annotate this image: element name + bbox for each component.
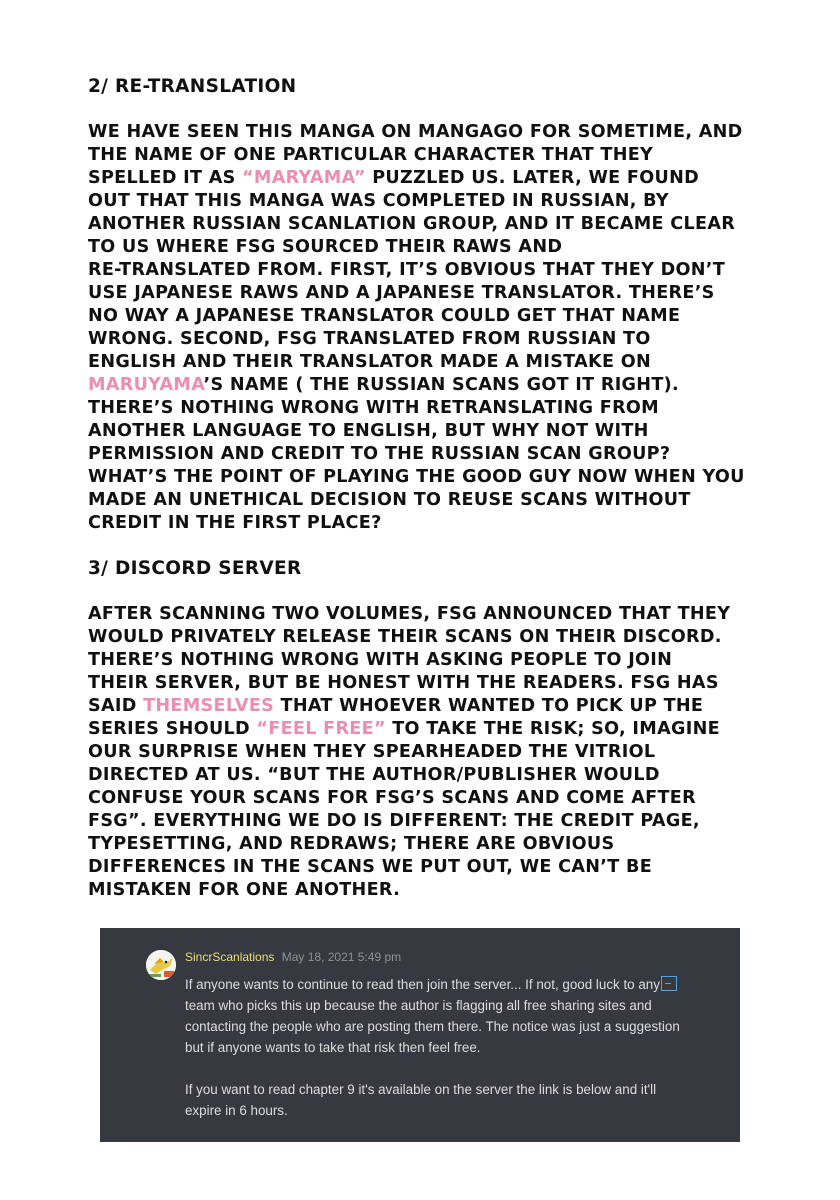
text-segment: ENGLISH AND THEIR TRANSLATOR MADE A MISTAKE ON <box>88 352 651 372</box>
message-line <box>185 1016 720 1037</box>
text-line <box>88 443 768 466</box>
message-line <box>185 1100 720 1121</box>
text-segment: PUZZLED US. LATER, WE FOUND <box>365 168 700 188</box>
avatar-bird-icon <box>146 950 176 980</box>
message-text: If you want to read chapter 9 it's available on the server the link is below and it'll <box>185 1082 657 1097</box>
text-segment: WE HAVE SEEN THIS MANGA ON MANGAGO FOR SOMETIME, AND <box>88 122 743 142</box>
text-line <box>88 489 768 512</box>
text-line <box>88 374 768 397</box>
text-segment: THERE’S NOTHING WRONG WITH RETRANSLATING FROM <box>88 398 659 418</box>
text-line <box>88 649 768 672</box>
text-line <box>88 351 768 374</box>
text-line <box>88 466 768 489</box>
text-segment: USE JAPANESE RAWS AND A JAPANESE TRANSLATOR. THERE’S <box>88 283 715 303</box>
timestamp: May 18, 2021 5:49 pm <box>281 950 402 964</box>
message-line <box>185 1079 720 1100</box>
discord-message-screenshot <box>100 928 740 1142</box>
message-text: If anyone wants to continue to read then join the server... If not, good luck to any <box>185 977 660 992</box>
text-segment: NO WAY A JAPANESE TRANSLATOR COULD GET THAT NAME <box>88 306 681 326</box>
text-line <box>88 282 768 305</box>
text-segment: FSG”. EVERYTHING WE DO IS DIFFERENT: THE CREDIT PAGE, <box>88 811 700 831</box>
message-text: team who picks this up because the author is flagging all free sharing sites and <box>185 998 652 1013</box>
text-line <box>88 833 768 856</box>
text-segment: PERMISSION AND CREDIT TO THE RUSSIAN SCAN GROUP? <box>88 444 671 464</box>
text-segment: OUR SURPRISE WHEN THEY SPEARHEADED THE VITRIOL <box>88 742 656 762</box>
text-segment: SAID <box>88 696 144 716</box>
section-2-heading: 2/ RE-TRANSLATION <box>88 76 297 97</box>
text-segment: TO TAKE THE RISK; SO, IMAGINE <box>385 719 720 739</box>
text-segment: MADE AN UNETHICAL DECISION TO REUSE SCANS WITHOUT <box>88 490 691 510</box>
text-segment: WRONG. SECOND, FSG TRANSLATED FROM RUSSIAN TO <box>88 329 651 349</box>
text-segment: ’S NAME ( THE RUSSIAN SCANS GOT IT RIGHT). <box>203 375 679 395</box>
text-line <box>88 741 768 764</box>
text-segment: OUT THAT THIS MANGA WAS COMPLETED IN RUSSIAN, BY <box>88 191 669 211</box>
text-line <box>88 810 768 833</box>
user-avatar <box>146 950 176 980</box>
text-line <box>88 328 768 351</box>
message-text: but if anyone wants to take that risk then feel free. <box>185 1040 481 1055</box>
text-line <box>88 718 768 741</box>
text-segment: TO US WHERE FSG SOURCED THEIR RAWS AND <box>88 237 563 257</box>
text-segment: SPELLED IT AS <box>88 168 243 188</box>
text-line <box>88 121 768 144</box>
text-segment: ANOTHER LANGUAGE TO ENGLISH, BUT WHY NOT WITH <box>88 421 649 441</box>
text-segment: THEIR SERVER, BUT BE HONEST WITH THE READERS. FSG HAS <box>88 673 719 693</box>
text-segment: DIFFERENCES IN THE SCANS WE PUT OUT, WE CAN’T BE <box>88 857 653 877</box>
text-segment: AFTER SCANNING TWO VOLUMES, FSG ANNOUNCED THAT THEY <box>88 604 731 624</box>
text-segment: THE NAME OF ONE PARTICULAR CHARACTER THAT THEY <box>88 145 654 165</box>
text-line <box>88 695 768 718</box>
message-body <box>185 974 720 1121</box>
text-line <box>88 213 768 236</box>
text-segment: RE-TRANSLATED FROM. FIRST, IT’S OBVIOUS THAT THEY DON’T <box>88 260 726 280</box>
message-line <box>185 974 720 995</box>
text-line <box>88 879 768 902</box>
section-3-paragraph <box>88 603 768 902</box>
message-line <box>185 1037 720 1058</box>
text-line <box>88 190 768 213</box>
text-line <box>88 512 768 535</box>
text-line <box>88 144 768 167</box>
text-line <box>88 787 768 810</box>
message-text: contacting the people who are posting them there. The notice was just a suggestion <box>185 1019 680 1034</box>
text-line <box>88 764 768 787</box>
highlighted-text: “FEEL FREE” <box>256 719 386 739</box>
text-line <box>88 856 768 879</box>
username: SincrScanlations <box>185 950 275 964</box>
text-segment: SERIES SHOULD <box>88 719 257 739</box>
text-segment: CONFUSE YOUR SCANS FOR FSG’S SCANS AND COME AFTER <box>88 788 696 808</box>
highlighted-text: “MARYAMA” <box>242 168 366 188</box>
text-segment: WOULD PRIVATELY RELEASE THEIR SCANS ON THEIR DISCORD. <box>88 627 722 647</box>
text-line <box>88 305 768 328</box>
message-header <box>185 950 401 964</box>
text-line <box>88 672 768 695</box>
selection-cursor-icon <box>661 976 677 991</box>
text-line <box>88 420 768 443</box>
text-segment: THAT WHOEVER WANTED TO PICK UP THE <box>274 696 704 716</box>
text-line <box>88 603 768 626</box>
highlighted-text: THEMSELVES <box>143 696 275 716</box>
text-segment: THERE’S NOTHING WRONG WITH ASKING PEOPLE TO JOIN <box>88 650 673 670</box>
text-line <box>88 167 768 190</box>
section-2-paragraph <box>88 121 768 535</box>
text-line <box>88 236 768 259</box>
text-line <box>88 397 768 420</box>
text-segment: CREDIT IN THE FIRST PLACE? <box>88 513 382 533</box>
message-line <box>185 995 720 1016</box>
section-3-heading: 3/ DISCORD SERVER <box>88 558 302 579</box>
text-segment: WHAT’S THE POINT OF PLAYING THE GOOD GUY NOW WHEN YOU <box>88 467 745 487</box>
text-line <box>88 626 768 649</box>
text-segment: MISTAKEN FOR ONE ANOTHER. <box>88 880 401 900</box>
text-segment: ANOTHER RUSSIAN SCANLATION GROUP, AND IT BECAME CLEAR <box>88 214 736 234</box>
message-gap <box>185 1058 720 1079</box>
text-segment: DIRECTED AT US. “BUT THE AUTHOR/PUBLISHER WOULD <box>88 765 660 785</box>
message-text: expire in 6 hours. <box>185 1103 288 1118</box>
highlighted-text: MARUYAMA <box>88 375 204 395</box>
text-line <box>88 259 768 282</box>
text-segment: TYPESETTING, AND REDRAWS; THERE ARE OBVIOUS <box>88 834 615 854</box>
